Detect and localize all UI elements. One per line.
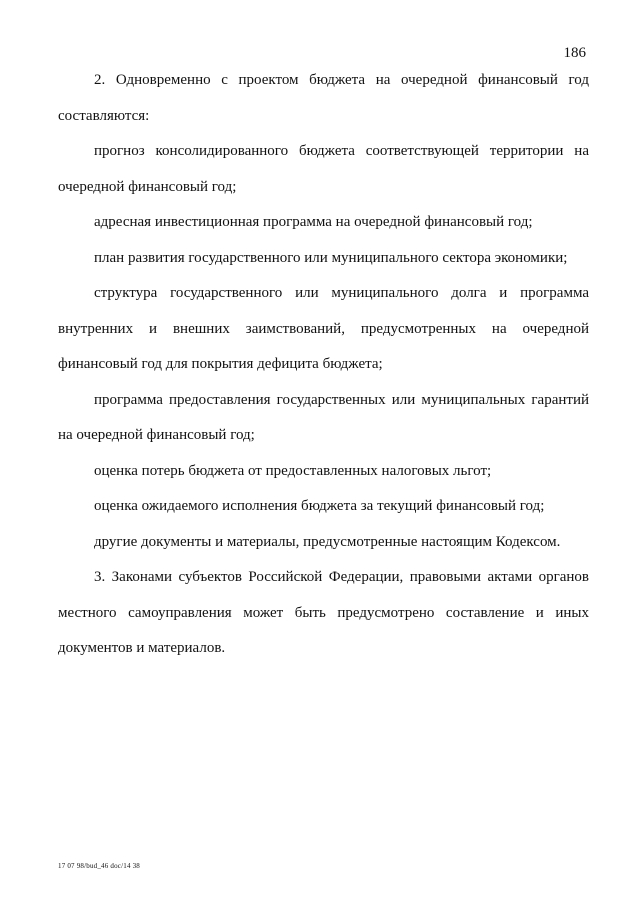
paragraph-other-documents: другие документы и материалы, предусмотренные настоящим Кодексом. xyxy=(94,533,561,550)
file-footer: 17 07 98/bud_46 doc/14 38 xyxy=(58,862,140,870)
paragraph-guarantees-program: программа предоставления государственных или муниципальных гарантий на очередной финансовый год; xyxy=(58,391,589,443)
paragraph-expected-execution: оценка ожидаемого исполнения бюджета за текущий финансовый год; xyxy=(94,498,545,514)
document-body xyxy=(58,63,589,667)
paragraph-tax-benefit-losses: оценка потерь бюджета от предоставленных налоговых льгот; xyxy=(94,462,492,479)
paragraph-item-3: 3. Законами субъектов Российской Федерации, правовыми актами органов местного самоуправления может быть предусмотрено составление и иных документов и материалов. xyxy=(58,569,589,656)
paragraph-investment-program: адресная инвестиционная программа на очередной финансовый год; xyxy=(94,214,533,230)
paragraph-sector-plan: план развития государственного или муниципального сектора экономики; xyxy=(94,249,568,266)
page-number: 186 xyxy=(563,45,586,61)
paragraph-item-2-intro: 2. Одновременно с проектом бюджета на очередной финансовый год составляются: xyxy=(58,72,589,124)
paragraph-debt-structure: структура государственного или муниципального долга и программа внутренних и внешних заимствований, предусмотренных на очередной финансовый год для покрытия дефицита бюджета; xyxy=(58,285,589,372)
paragraph-consolidated-forecast: прогноз консолидированного бюджета соответствующей территории на очередной финансовый год; xyxy=(58,143,589,195)
